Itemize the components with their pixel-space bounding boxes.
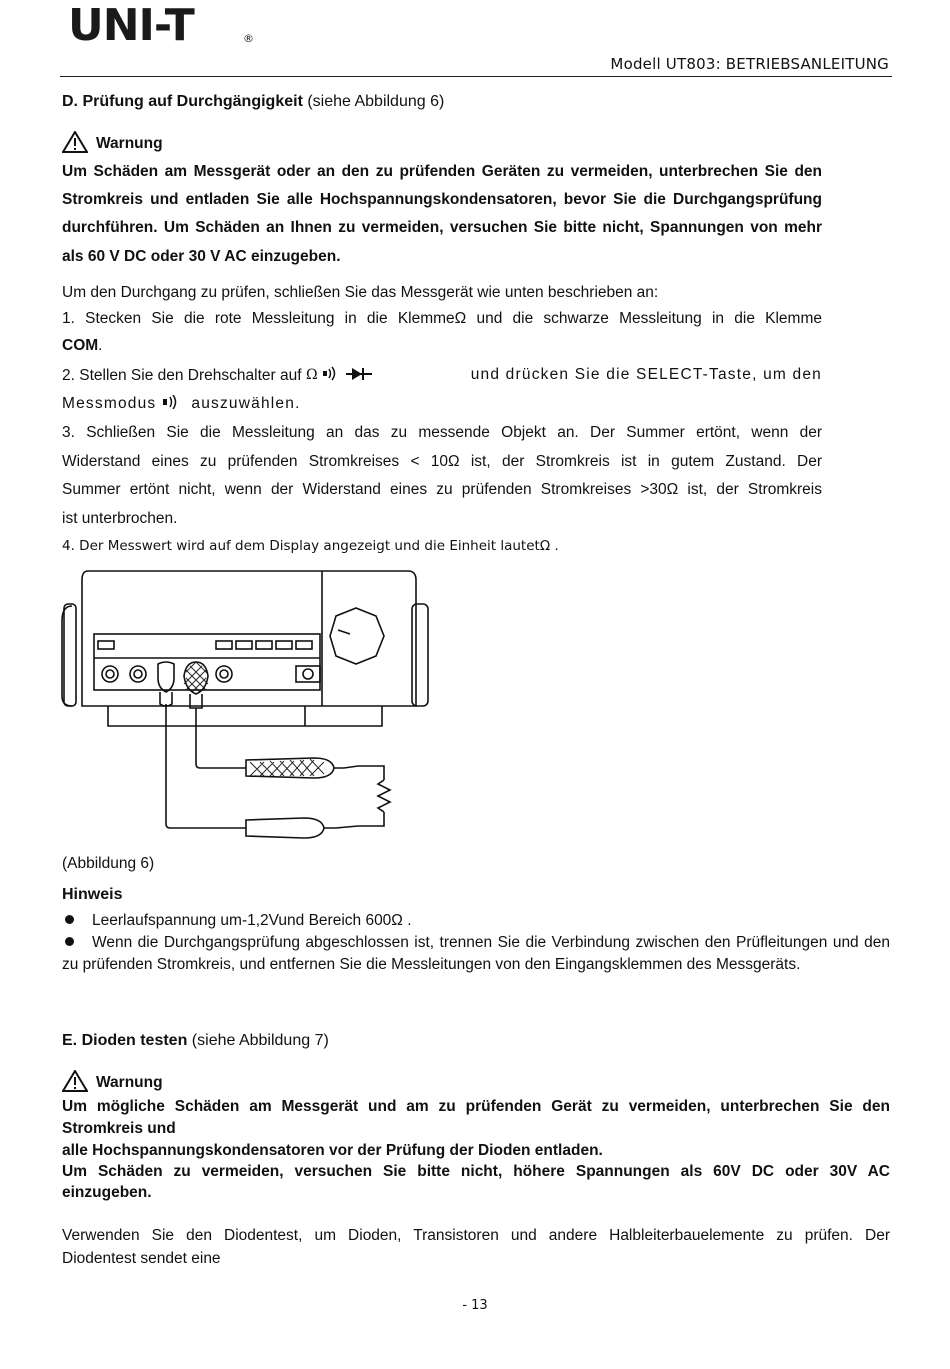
note-bullet: Leerlaufspannung um-1,2Vund Bereich 600Ω . bbox=[62, 910, 890, 932]
section-d-warning-line: Um Schäden am Messgerät oder an den zu prüfenden Geräten zu vermeiden, unterbrechen Sie den bbox=[62, 163, 822, 180]
section-e-body-line: Verwenden Sie den Diodentest, um Dioden, Transistoren und andere Halbleiterbauelemente zu prüfen. Der bbox=[62, 1227, 890, 1244]
section-e-warning-line: Um mögliche Schäden am Messgerät und am zu prüfenden Gerät zu vermeiden, unterbrechen Sie den bbox=[62, 1098, 890, 1115]
logo-text: UNI-T bbox=[68, 0, 194, 48]
step-1-line: 1. Stecken Sie die rote Messleitung in die KlemmeΩ und die schwarze Messleitung in die Klemme bbox=[62, 310, 822, 327]
brand-logo bbox=[66, 0, 266, 48]
section-d-intro: Um den Durchgang zu prüfen, schließen Sie das Messgerät wie unten beschrieben an: bbox=[62, 284, 659, 301]
section-e-heading: E. Dioden testen (siehe Abbildung 7) bbox=[62, 1032, 329, 1049]
step-4-line: 4. Der Messwert wird auf dem Display angezeigt und die Einheit lautetΩ . bbox=[62, 538, 559, 554]
step-3-line: Widerstand eines zu prüfenden Stromkreises < 10Ω ist, der Stromkreis ist in gutem Zustand. Der bbox=[62, 453, 822, 470]
warning-triangle-icon bbox=[62, 131, 88, 153]
step-2-line: 2. Stellen Sie den Drehschalter auf Ω und drücken Sie die SELECT-Taste, um den bbox=[62, 366, 822, 384]
page-number: - 13 bbox=[462, 1298, 488, 1313]
note-heading: Hinweis bbox=[62, 886, 123, 903]
section-d-heading: D. Prüfung auf Durchgängigkeit (siehe Abbildung 6) bbox=[62, 93, 445, 110]
buzzer-icon bbox=[162, 395, 180, 409]
step-1-line-2: COM. bbox=[62, 337, 103, 354]
figure-6-caption: (Abbildung 6) bbox=[62, 855, 155, 872]
mode-symbols-icon bbox=[306, 366, 374, 382]
section-e-warning-line: Um Schäden zu vermeiden, versuchen Sie bitte nicht, höhere Spannungen als 60V DC oder 30V AC bbox=[62, 1163, 890, 1180]
bullet-icon bbox=[65, 937, 74, 946]
step-3-line: ist unterbrochen. bbox=[62, 510, 178, 527]
section-d-warning-line: durchführen. Um Schäden an Ihnen zu vermeiden, versuchen Sie bitte nicht, Spannungen von mehr bbox=[62, 219, 822, 236]
section-d-warning-label: Warnung bbox=[62, 131, 163, 153]
svg-text:Ω: Ω bbox=[305, 367, 318, 382]
section-e-body-line: Diodentest sendet eine bbox=[62, 1250, 221, 1267]
logo-registered-mark: ® bbox=[243, 32, 254, 45]
step-2-line-2: Messmodus auszuwählen. bbox=[62, 395, 301, 412]
section-d-warning-line: Stromkreis und entladen Sie alle Hochspannungskondensatoren, bevor Sie die Durchgangsprüfung bbox=[62, 191, 822, 208]
diode-icon bbox=[346, 368, 372, 380]
step-3-line: Summer ertönt nicht, wenn der Widerstand eines zu prüfenden Stromkreises >30Ω ist, der Stromkreis bbox=[62, 481, 822, 498]
section-e-warning-line: alle Hochspannungskondensatoren vor der Prüfung der Dioden entladen. bbox=[62, 1142, 603, 1159]
section-e-warning-label: Warnung bbox=[62, 1070, 163, 1092]
warning-triangle-icon bbox=[62, 1070, 88, 1092]
section-e-warning-line: einzugeben. bbox=[62, 1184, 152, 1201]
section-d-warning-line: als 60 V DC oder 30 V AC einzugeben. bbox=[62, 248, 341, 265]
header-divider bbox=[60, 76, 892, 77]
step-3-line: 3. Schließen Sie die Messleitung an das zu messende Objekt an. Der Summer ertönt, wenn der bbox=[62, 424, 822, 441]
manual-title: Modell UT803: BETRIEBSANLEITUNG bbox=[610, 55, 889, 73]
note-bullet: Wenn die Durchgangsprüfung abgeschlossen ist, trennen Sie die Verbindung zwischen den Prüfleitungen und den zu prüfenden Stromkreis, und entfernen Sie die Messleitungen von den Eingangsklemmen des Messgeräts. bbox=[62, 934, 890, 973]
section-e-warning-line: Stromkreis und bbox=[62, 1120, 176, 1137]
bullet-icon bbox=[65, 915, 74, 924]
buzzer-icon bbox=[323, 367, 335, 380]
continuity-test-figure bbox=[60, 566, 440, 841]
